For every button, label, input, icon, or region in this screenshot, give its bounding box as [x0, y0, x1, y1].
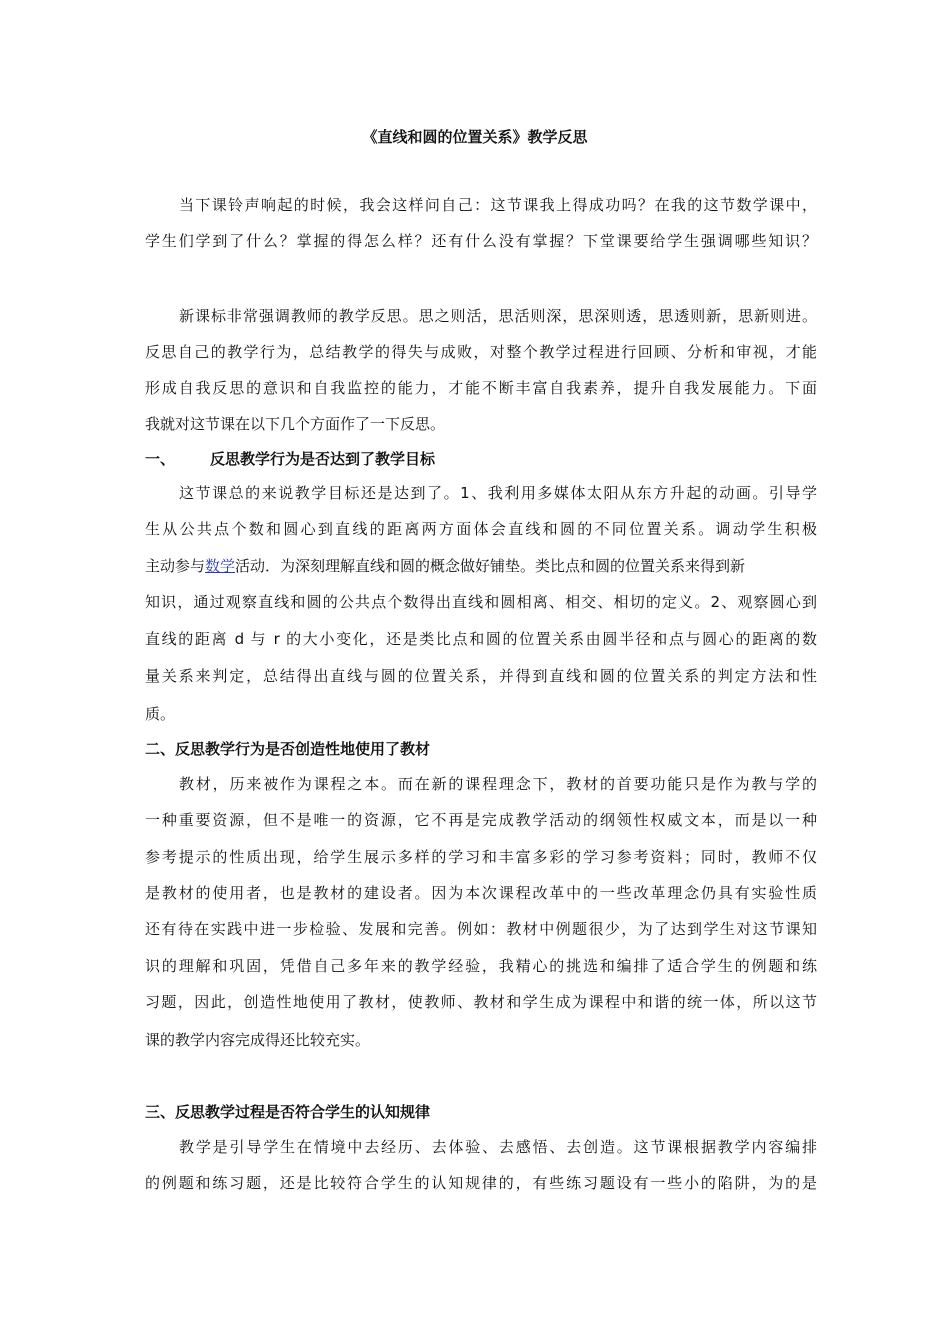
para1-line-2: 学生们学到了什么？掌握的得怎么样？还有什么没有掌握？下堂课要给学生强调哪些知识？	[145, 232, 817, 250]
section3-heading: 三、反思教学过程是否符合学生的认知规律	[145, 1103, 431, 1121]
para4-line-7: 习题，因此，创造性地使用了教材，使教师、教材和学生成为课程中和谐的统一体，所以这节	[145, 993, 817, 1011]
para3-line-3-end: 活动．为深刻理解直线和圆的概念做好铺垫。类比点和圆的位置关系来得到新	[235, 557, 746, 575]
para4-line-3: 参考提示的性质出现，给学生展示多样的学习和丰富多彩的学习参考资料；同时，教师不仅	[145, 848, 817, 866]
para4-line-6: 识的理解和巩固，凭借自己多年来的教学经验，我精心的挑选和编排了适合学生的例题和练	[145, 957, 817, 975]
para3-line-5: 直线的距离 d 与 r 的大小变化，还是类比点和圆的位置关系由圆半径和点与圆心的距离的数	[145, 630, 817, 648]
para3-line-1: 这节课总的来说教学目标还是达到了。1、我利用多媒体太阳从东方升起的动画。引导学	[179, 484, 817, 502]
section2-heading: 二、反思教学行为是否创造性地使用了教材	[145, 740, 431, 758]
para3-line-3	[145, 555, 817, 577]
para1-line-1: 当下课铃声响起的时候，我会这样问自己：这节课我上得成功吗？在我的这节数学课中，	[179, 196, 817, 214]
para2-line-4: 我就对这节课在以下几个方面作了一下反思。	[145, 415, 446, 433]
para3-line-7: 质。	[145, 705, 176, 723]
para2-line-1: 新课标非常强调教师的教学反思。思之则活，思活则深，思深则透，思透则新，思新则进。	[179, 307, 817, 325]
para4-line-5: 还有待在实践中进一步检验、发展和完善。例如：教材中例题很少，为了达到学生对这节课知	[145, 920, 817, 938]
para4-line-8: 课的教学内容完成得还比较充实。	[145, 1031, 371, 1049]
para4-line-4: 是教材的使用者，也是教材的建设者。因为本次课程改革中的一些改革理念仍具有实验性质	[145, 884, 817, 902]
para5-line-2: 的例题和练习题，还是比较符合学生的认知规律的，有些练习题设有一些小的陷阱，为的是	[145, 1174, 817, 1192]
para3-line-6: 量关系来判定，总结得出直线与圆的位置关系，并得到直线和圆的位置关系的判定方法和性	[145, 667, 817, 685]
para5-line-1: 教学是引导学生在情境中去经历、去体验、去感悟、去创造。这节课根据教学内容编排	[179, 1138, 817, 1156]
math-link[interactable]: 数学	[205, 557, 236, 575]
para4-line-1: 教材，历来被作为课程之本。而在新的课程理念下，教材的首要功能只是作为教与学的	[179, 775, 817, 793]
para4-line-2: 一种重要资源，但不是唯一的资源，它不再是完成教学活动的纲领性权威文本，而是以一种	[145, 811, 817, 829]
para3-line-4: 知识，通过观察直线和圆的公共点个数得出直线和圆相离、相交、相切的定义。2、观察圆心到	[145, 593, 817, 611]
section1-heading: 反思教学行为是否达到了教学目标	[210, 450, 436, 468]
para3-line-3-start: 主动参与	[145, 557, 206, 575]
para2-line-3: 形成自我反思的意识和自我监控的能力，才能不断丰富自我素养，提升自我发展能力。下面	[145, 379, 817, 397]
para3-line-2: 生从公共点个数和圆心到直线的距离两方面体会直线和圆的不同位置关系。调动学生积极	[145, 520, 817, 538]
para2-line-2: 反思自己的教学行为，总结教学的得失与成败，对整个教学过程进行回顾、分析和审视，才能	[145, 343, 817, 361]
document-title: 《直线和圆的位置关系》教学反思	[362, 128, 588, 146]
section1-number: 一、	[145, 450, 176, 468]
